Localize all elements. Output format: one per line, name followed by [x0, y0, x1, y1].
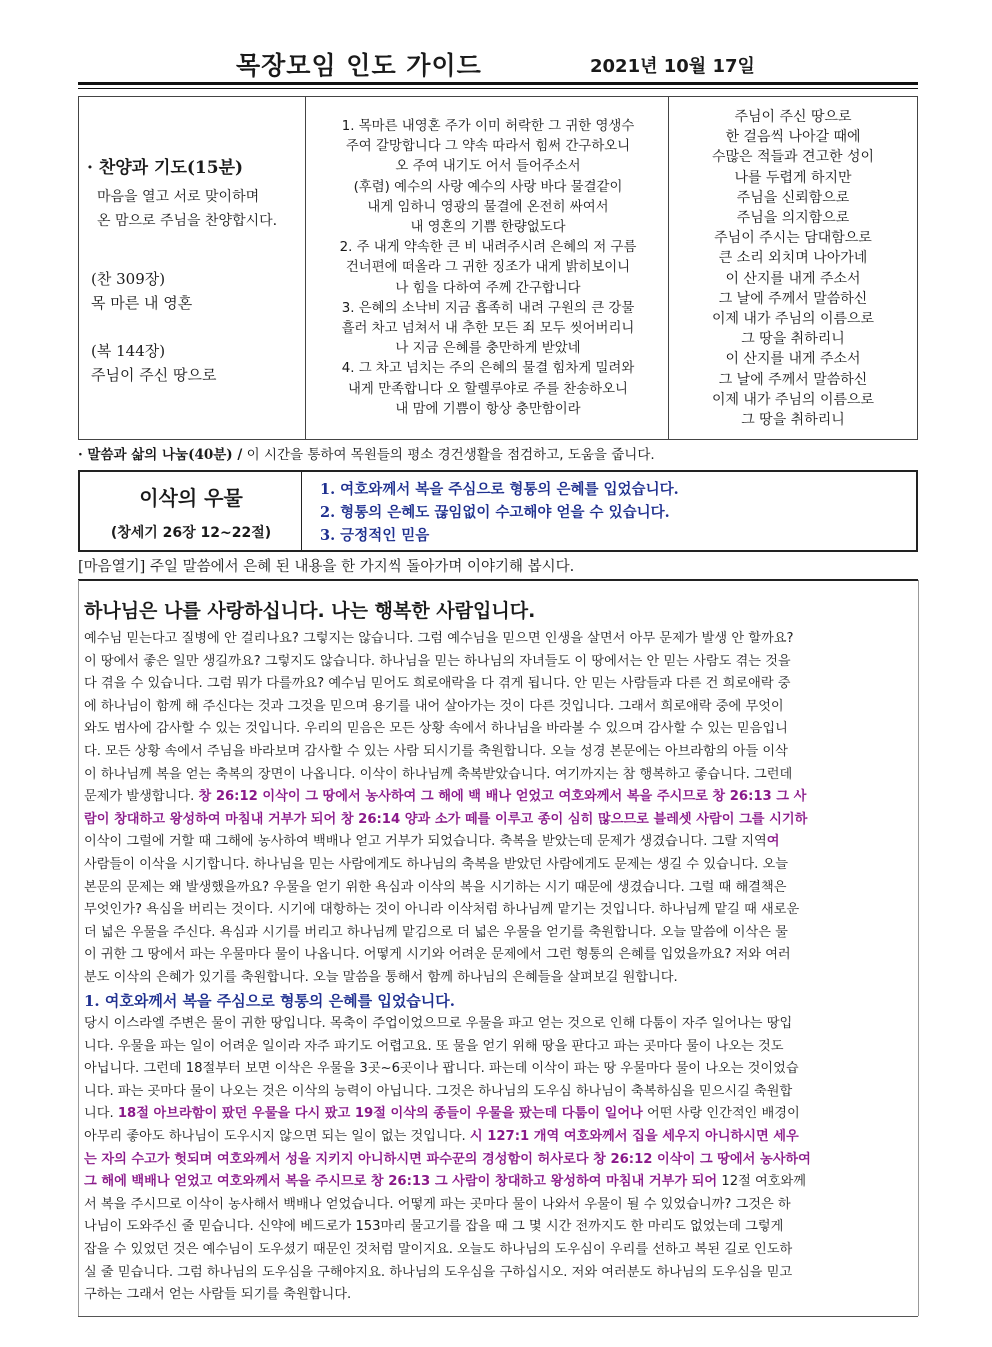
lyric-line: 한 걸음씩 나아갈 때에	[725, 129, 861, 146]
text-segment: 이 하나님께 복을 얻는 축복의 장면이 나옵니다. 이삭이 하나님께 축복받았습니다. 여기까지는 참 행복하고 좋습니다. 그런데	[84, 766, 793, 782]
lyric-line: 그 땅을 취하리니	[741, 331, 845, 348]
text-segment: 당시 이스라엘 주변은 물이 귀한 땅입니다. 목축이 주업이었으므로 우물을 파고 얻는 것으로 인해 다툼이 자주 일어나는 땅입	[84, 1016, 793, 1031]
lyric-line: 내 맘에 기쁨이 항상 충만함이라	[395, 401, 581, 417]
lyric-line: 건너편에 떠올라 그 귀한 징조가 내게 밝히보이니	[345, 260, 631, 276]
lyric-line: 주님을 신뢰함으로	[736, 189, 850, 206]
text-segment: 이 귀한 그 땅에서 파는 우물마다 물이 나옵니다. 어떻게 시기와 어려운 문제에서 그런 형통의 은혜를 입었을까요? 저와 여러	[84, 947, 791, 963]
text-line	[84, 673, 910, 696]
worship-info-cell	[79, 97, 305, 439]
worship-subtext-line: 온 맘으로 주님을 찬양합시다.	[97, 213, 278, 229]
body-paragraph-2	[84, 1013, 910, 1307]
lyric-line: 나 지금 은혜를 충만하게 받았네	[395, 341, 581, 357]
body-title: 하나님은 나를 사랑하십니다. 나는 행복한 사람입니다.	[84, 600, 536, 622]
text-line	[84, 1081, 910, 1104]
lyric-line: 그 날에 주께서 말씀하신	[718, 290, 868, 307]
sermon-title: 이삭의 우물	[139, 486, 243, 510]
text-line	[84, 1013, 910, 1036]
hymn-2-lyrics	[669, 107, 917, 430]
text-segment: 어떤 사랑 인간적인 배경이	[642, 1106, 800, 1122]
hymn-1	[91, 267, 192, 315]
worship-table	[78, 96, 918, 440]
worship-subtext	[97, 185, 277, 233]
scripture-reference: (창세기 26장 12~22절)	[110, 525, 272, 541]
hymn-title: 주님이 주신 땅으로	[91, 366, 217, 384]
text-line	[84, 1284, 910, 1307]
text-line	[84, 854, 910, 877]
text-segment: 실 줄 믿습니다. 그럼 하나님의 도우심을 구해야지요. 하나님의 도우심을 구하십시오. 저와 여러분도 하나님의 도우심을 믿고	[84, 1264, 793, 1280]
lyric-line: 큰 소리 외치며 나아가네	[718, 250, 868, 267]
text-segment: 12절 여호와께	[717, 1174, 807, 1190]
text-line	[84, 764, 910, 787]
right-border	[918, 580, 919, 1316]
text-segment: 예수님 믿는다고 질병에 안 걸리나요? 그렇지는 않습니다. 그럼 예수님을 믿으면 인생을 살면서 아무 문제가 발생 안 할까요?	[84, 631, 794, 646]
text-line	[84, 696, 910, 719]
text-segment: 본문의 문제는 왜 발생했을까요? 우물을 얻기 위한 욕심과 이삭의 복을 시기하는 시기 때문에 생겼습니다. 그럴 때 해결책은	[84, 879, 787, 895]
lyric-line: 흘러 차고 넘쳐서 내 추한 모든 죄 모두 씻어버리니	[341, 321, 635, 337]
scripture-highlight: 여	[766, 834, 780, 850]
lyric-line: 1. 목마른 내영혼 주가 이미 허락한 그 귀한 영생수	[341, 119, 635, 134]
scripture-highlight: 는 자의 수고가 헛되며 여호와께서 성을 지키지 아니하시면 파수꾼의 경성함이 허사로다 창 26:12 이삭이 그 땅에서 농사하여	[84, 1151, 811, 1167]
text-segment: 나님이 도와주신 줄 믿습니다. 신약에 베드로가 153마리 물고기를 잡을 때 그 몇 시간 전까지도 한 마리도 없었는데 그렇게	[84, 1219, 784, 1235]
text-segment: 다 겪을 수 있습니다. 그럼 뭐가 다를까요? 예수님 믿어도 희로애락을 다 겪게 됩니다. 안 믿는 사람들과 다른 건 희로애락 중	[84, 676, 791, 692]
lyric-line: 이 산지를 내게 주소서	[725, 351, 861, 368]
sermon-title-cell	[80, 472, 302, 550]
lyric-line: 2. 주 내게 약속한 큰 비 내려주시려 은혜의 저 구름	[339, 240, 637, 256]
text-segment: 잡을 수 있었던 것은 예수님이 도우셨기 때문인 것처럼 말이지요. 오늘도 하나님의 도우심이 우리를 선하고 복된 길로 인도하	[84, 1241, 793, 1257]
text-segment: 구하는 그래서 얻는 사람들 되기를 축원합니다.	[84, 1287, 352, 1303]
text-line	[84, 651, 910, 674]
lyric-line: 주님이 주신 땅으로	[734, 109, 852, 125]
lyric-line: 주님이 주시는 담대함으로	[714, 230, 872, 247]
lyric-line: 내게 만족합니다 오 할렐루야로 주를 찬송하오니	[348, 381, 628, 397]
page-date: 2021년 10월 17일	[590, 56, 755, 77]
sermon-point: 2. 형통의 은혜도 끊임없이 수고해야 얻을 수 있습니다.	[320, 504, 670, 521]
lyric-line: 이제 내가 주님의 이름으로	[711, 311, 875, 328]
lyric-line: 3. 은혜의 소낙비 지금 흡족히 내려 구원의 큰 강물	[341, 300, 635, 316]
text-line	[84, 628, 910, 651]
text-segment: 아무리 좋아도 하나님이 도우시지 않으면 되는 일이 없는 것입니다.	[84, 1128, 470, 1144]
bottom-rule	[78, 1316, 918, 1317]
lyric-line: 오 주여 내기도 어서 들어주소서	[395, 159, 581, 175]
lyric-line: 나 힘을 다하여 주께 간구합니다	[395, 280, 581, 296]
text-segment: 이삭이 그럴에 거할 때 그해에 농사하여 백배나 얻고 거부가 되었습니다. 축복을 받았는데 문제가 생겼습니다. 그랄 지역	[84, 834, 767, 850]
lyric-line: 수많은 적들과 견고한 성이	[711, 149, 875, 166]
sermon-point: 1. 여호와께서 복을 주심으로 형통의 은혜를 입었습니다.	[320, 481, 679, 498]
text-line	[84, 1036, 910, 1059]
text-segment: 와도 범사에 감사할 수 있는 것입니다. 우리의 믿음은 모든 상황 속에서 하나님을 바라볼 수 있으며 감사할 수 있는 믿음입니	[84, 721, 788, 737]
text-line	[84, 944, 910, 967]
lyric-line: 이 산지를 내게 주소서	[725, 270, 861, 287]
text-line	[84, 1262, 910, 1285]
text-segment: 문제가 발생합니다.	[84, 789, 199, 805]
scripture-highlight: 창 26:12 이삭이 그 땅에서 농사하여 그 해에 백 배나 얻었고 여호와께서 복을 주시므로 창 26:13 그 사	[198, 789, 807, 805]
text-line	[84, 809, 910, 832]
sermon-points	[320, 478, 679, 547]
hymn-1-lyrics	[306, 117, 670, 420]
text-line	[84, 922, 910, 945]
hymn-2	[91, 339, 216, 387]
text-line	[84, 1239, 910, 1262]
text-segment: 서 복을 주시므로 이삭이 농사해서 백배나 얻었습니다. 어떻게 파는 곳마다 물이 나와서 우물이 될 수 있었습니까? 그것은 하	[84, 1196, 791, 1212]
body-paragraph-1	[84, 628, 910, 990]
text-segment: 더 넓은 우물을 주신다. 욕심과 시기를 버리고 하나님께 맡김으로 더 넓은 우물을 얻기를 축원합니다. 오늘 말씀에 이삭은 물	[84, 924, 788, 940]
lyric-line: 주여 갈망합니다 그 약속 따라서 힘써 간구하오니	[345, 139, 631, 155]
hymn-title: 목 마른 내 영혼	[91, 294, 193, 312]
text-line	[84, 786, 910, 809]
worship-heading: · 찬양과 기도(15분)	[87, 158, 244, 178]
sharing-line	[78, 443, 918, 467]
lyric-line: 내 영혼의 기쁨 한량없도다	[410, 220, 566, 236]
page-title: 목장모임 인도 가이드	[236, 51, 482, 80]
text-line	[84, 877, 910, 900]
lyric-line: 4. 그 차고 넘치는 주의 은혜의 물결 힘차게 밀려와	[341, 361, 635, 377]
text-segment: 다. 모든 상황 속에서 주님을 바라보며 감사할 수 있는 사람 되시기를 축원합니다. 오늘 성경 본문에는 아브라함의 아들 이삭	[84, 743, 788, 759]
header-rule-thin	[78, 88, 918, 89]
text-segment: 아닙니다. 그런데 18절부터 보면 이삭은 우물을 3곳~6곳이나 팝니다. 파는데 이삭이 파는 땅 우물마다 물이 나오는 것이었습	[84, 1061, 799, 1077]
text-segment: 분도 이삭의 은혜가 있기를 축원합니다. 오늘 말씀을 통해서 함께 하나님의 은혜들을 살펴보길 원합니다.	[84, 969, 678, 985]
sharing-label: · 말씀과 삶의 나눔(40분) /	[78, 447, 243, 463]
hymn-number: (찬 309장)	[91, 270, 166, 288]
scripture-highlight: 그 해에 백배나 얻었고 여호와께서 복을 주시므로 창 26:13 그 사람이 창대하고 왕성하여 마침내 거부가 되어	[84, 1174, 718, 1190]
hymn-1-lyrics-cell	[305, 97, 669, 439]
header	[78, 38, 918, 84]
scripture-highlight: 18절 아브라함이 팠던 우물을 다시 팠고 19절 이삭의 종들이 우물을 팠는데 다툼이 일어나	[117, 1106, 643, 1122]
text-line	[84, 1058, 910, 1081]
lyric-line: (후렴) 예수의 사랑 예수의 사랑 바다 물결같이	[353, 179, 623, 195]
lyric-line: 나를 두렵게 하지만	[734, 169, 852, 186]
text-line	[84, 831, 910, 854]
text-line	[84, 899, 910, 922]
lyric-line: 이제 내가 주님의 이름으로	[711, 391, 875, 408]
header-rule-thick	[78, 82, 918, 85]
left-border	[78, 580, 79, 1316]
text-line	[84, 1194, 910, 1217]
lyric-line: 주님을 의지함으로	[736, 210, 850, 227]
text-segment: 니다. 파는 곳마다 물이 나오는 것은 이삭의 능력이 아닙니다. 그것은 하나님의 도우심 하나님이 축복하심을 믿으시길 축원합	[84, 1083, 793, 1099]
sharing-description: 이 시간을 통하여 목원들의 평소 경건생활을 점검하고, 도움을 줍니다.	[242, 447, 655, 463]
text-line	[84, 1103, 910, 1126]
text-line	[84, 741, 910, 764]
text-segment: 사람들이 이삭을 시기합니다. 하나님을 믿는 사람에게도 하나님의 축복을 받았던 사람에게도 문제는 생길 수 있습니다. 오늘	[84, 856, 789, 872]
hymn-2-lyrics-cell	[669, 97, 917, 439]
text-line	[84, 1216, 910, 1239]
text-line	[84, 1149, 910, 1172]
section-heading-1: 1. 여호와께서 복을 주심으로 형통의 은혜를 입었습니다.	[84, 992, 455, 1010]
text-line	[84, 718, 910, 741]
sermon-topic-box	[78, 470, 918, 552]
opening-question: [마음열기] 주일 말씀에서 은혜 된 내용을 한 가지씩 돌아가며 이야기해 봅시다.	[78, 555, 918, 581]
text-segment: 니다.	[84, 1106, 118, 1122]
lyric-line: 내게 임하니 영광의 물결에 온전히 싸여서	[367, 199, 609, 215]
text-line	[84, 967, 910, 990]
scripture-highlight: 시 127:1 개역 여호와께서 집을 세우지 아니하시면 세우	[469, 1128, 799, 1144]
sermon-point: 3. 긍정적인 믿음	[320, 527, 430, 544]
text-segment: 에 하나님이 함께 해 주신다는 것과 그것을 믿으며 용기를 내어 살아가는 것이 다른 것입니다. 그래서 희로애락 중에 무엇이	[84, 698, 784, 714]
scripture-highlight: 람이 창대하고 왕성하여 마침내 거부가 되어 창 26:14 양과 소가 떼를 이루고 종이 심히 많으므로 블레셋 사람이 그를 시기하	[84, 811, 808, 827]
lyric-line: 그 땅을 취하리니	[741, 412, 845, 429]
text-line	[84, 1126, 910, 1149]
text-segment: 이 땅에서 좋은 일만 생길까요? 그렇지도 않습니다. 하나님을 믿는 하나님의 자녀들도 이 땅에서는 안 믿는 사람도 겪는 것을	[84, 653, 791, 669]
lyric-line: 그 날에 주께서 말씀하신	[718, 371, 868, 388]
worship-subtext-line: 마음을 열고 서로 맞이하며	[97, 189, 260, 205]
text-segment: 무엇인가? 욕심을 버리는 것이다. 시기에 대항하는 것이 아니라 이삭처럼 하나님께 맡기는 것입니다. 하나님께 맡길 때 새로운	[84, 902, 800, 918]
hymn-number: (복 144장)	[91, 342, 166, 360]
text-segment: 니다. 우물을 파는 일이 어려운 일이라 자주 파기도 어렵고요. 또 물을 얻기 위해 땅을 판다고 파는 곳마다 물이 나오는 것도	[84, 1038, 784, 1054]
text-line	[84, 1171, 910, 1194]
